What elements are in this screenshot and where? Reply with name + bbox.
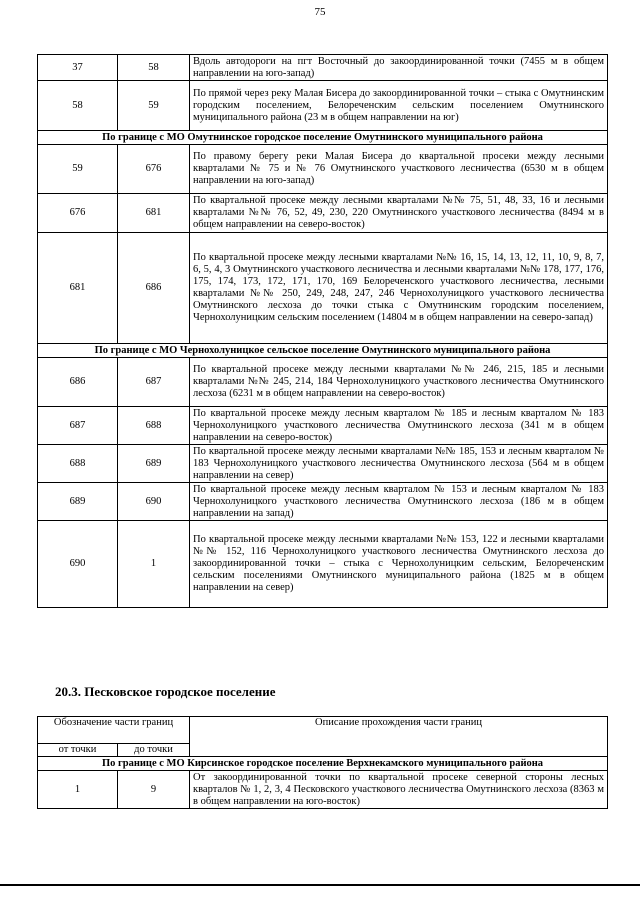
table-row bbox=[38, 445, 608, 483]
table-row bbox=[38, 81, 608, 131]
to-point: 681 bbox=[118, 194, 190, 233]
to-point-header: до точки bbox=[118, 744, 190, 757]
boundary-description: По квартальной просеке между лесными кварталами №№ 185, 153 и лесным кварталом № 183 Чернохолуницкого участкового лесничества Омутнинского лесхоза (564 м в общем направлении на север) bbox=[190, 445, 608, 483]
page-number: 75 bbox=[314, 6, 326, 18]
section-title: По границе с МО Кирсинское городское поселение Верхнекамского муниципального района bbox=[38, 757, 608, 771]
from-point: 687 bbox=[38, 407, 118, 445]
to-point: 58 bbox=[118, 55, 190, 81]
table-row bbox=[38, 145, 608, 194]
boundary-description: По прямой через реку Малая Бисера до закоординированной точки – стыка с Омутнинским городским поселением, Белореченским сельским поселением Омутнинского муниципального района (23 м в общем направлении на юг) bbox=[190, 81, 608, 131]
to-point: 676 bbox=[118, 145, 190, 194]
to-point: 690 bbox=[118, 483, 190, 521]
section-row bbox=[38, 131, 608, 145]
section-title: По границе с МО Омутнинское городское поселение Омутнинского муниципального района bbox=[38, 131, 608, 145]
table-row bbox=[38, 358, 608, 407]
from-point: 688 bbox=[38, 445, 118, 483]
boundary-description: По квартальной просеке между лесными кварталами №№ 75, 51, 48, 33, 16 и лесными кварталами №№ 76, 52, 49, 230, 220 Омутнинского участкового лесничества (8494 м в общем направлении на северо-восток) bbox=[190, 194, 608, 233]
boundary-description: По квартальной просеке между лесным кварталом № 185 и лесным кварталом № 183 Чернохолуницкого участкового лесничества Омутнинского лесхоза (341 м в общем направлении на северо-восток) bbox=[190, 407, 608, 445]
from-point: 37 bbox=[38, 55, 118, 81]
to-point: 9 bbox=[118, 771, 190, 809]
table-row bbox=[38, 233, 608, 344]
table-row bbox=[38, 483, 608, 521]
from-point: 689 bbox=[38, 483, 118, 521]
boundary-table-continued bbox=[37, 54, 608, 608]
section-heading: 20.3. Песковское городское поселение bbox=[55, 684, 276, 699]
to-point: 59 bbox=[118, 81, 190, 131]
description-header: Описание прохождения части границ bbox=[190, 717, 608, 757]
points-header: Обозначение части границ bbox=[38, 717, 190, 744]
from-point: 1 bbox=[38, 771, 118, 809]
boundary-table-peskovskoe bbox=[37, 716, 608, 809]
table-row bbox=[38, 771, 608, 809]
from-point: 690 bbox=[38, 521, 118, 608]
boundary-description: Вдоль автодороги на пгт Восточный до закоординированной точки (7455 м в общем направлении на юго-запад) bbox=[190, 55, 608, 81]
table-row bbox=[38, 194, 608, 233]
from-point: 681 bbox=[38, 233, 118, 344]
from-point: 686 bbox=[38, 358, 118, 407]
from-point: 58 bbox=[38, 81, 118, 131]
from-point-header: от точки bbox=[38, 744, 118, 757]
boundary-description: По квартальной просеке между лесными кварталами №№ 246, 215, 185 и лесными кварталами №№ 245, 214, 184 Чернохолуницкого участкового лесничества Омутнинского лесхоза (6231 м в общем направлении на северо-восток) bbox=[190, 358, 608, 407]
boundary-description: По правому берегу реки Малая Бисера до квартальной просеки между лесными кварталами № 75 и № 76 Омутнинского участкового лесничества (6530 м в общем направлении на юго-запад) bbox=[190, 145, 608, 194]
table-row bbox=[38, 55, 608, 81]
boundary-description: По квартальной просеке между лесными кварталами №№ 153, 122 и лесными кварталами №№ 152, 116 Чернохолуницкого участкового лесничества Омутнинского лесхоза до закоординированной точки – стыка с Чернохолуницким сельским, Белореченским сельским поселениями Омутнинского муниципального района (1825 м в общем направлении на север) bbox=[190, 521, 608, 608]
from-point: 676 bbox=[38, 194, 118, 233]
to-point: 1 bbox=[118, 521, 190, 608]
boundary-description: По квартальной просеке между лесным кварталом № 153 и лесным кварталом № 183 Чернохолуницкого участкового лесничества Омутнинского лесхоза (186 м в общем направлении на запад) bbox=[190, 483, 608, 521]
to-point: 689 bbox=[118, 445, 190, 483]
section-title: По границе с МО Чернохолуницкое сельское поселение Омутнинского муниципального района bbox=[38, 344, 608, 358]
to-point: 687 bbox=[118, 358, 190, 407]
to-point: 688 bbox=[118, 407, 190, 445]
table-row bbox=[38, 407, 608, 445]
table-header-row bbox=[38, 717, 608, 744]
table-row bbox=[38, 521, 608, 608]
from-point: 59 bbox=[38, 145, 118, 194]
section-row bbox=[38, 344, 608, 358]
section-row bbox=[38, 757, 608, 771]
boundary-description: От закоординированной точки по квартальной просеке северной стороны лесных кварталов № 1, 2, 3, 4 Песковского участкового лесничества Омутнинского лесхоза (8363 м в общем направлении на юго-восток) bbox=[190, 771, 608, 809]
to-point: 686 bbox=[118, 233, 190, 344]
bottom-rule bbox=[0, 884, 640, 886]
boundary-description: По квартальной просеке между лесными кварталами №№ 16, 15, 14, 13, 12, 11, 10, 9, 8, 7, 6, 5, 4, 3 Омутнинского участкового лесничества и лесными кварталами №№ 178, 177, 176, 175, 174, 173, 172, 171, 170, 169 Белореченского участкового лесничества, лесными кварталами №№ 250, 249, 248, 247, 246 Чернохолуницкого участкового лесничества Омутнинского лесхоза до точки стыка с Омутнинским городским поселением, Чернохолуницким сельским поселением (14804 м в общем направлении на северо-запад) bbox=[190, 233, 608, 344]
